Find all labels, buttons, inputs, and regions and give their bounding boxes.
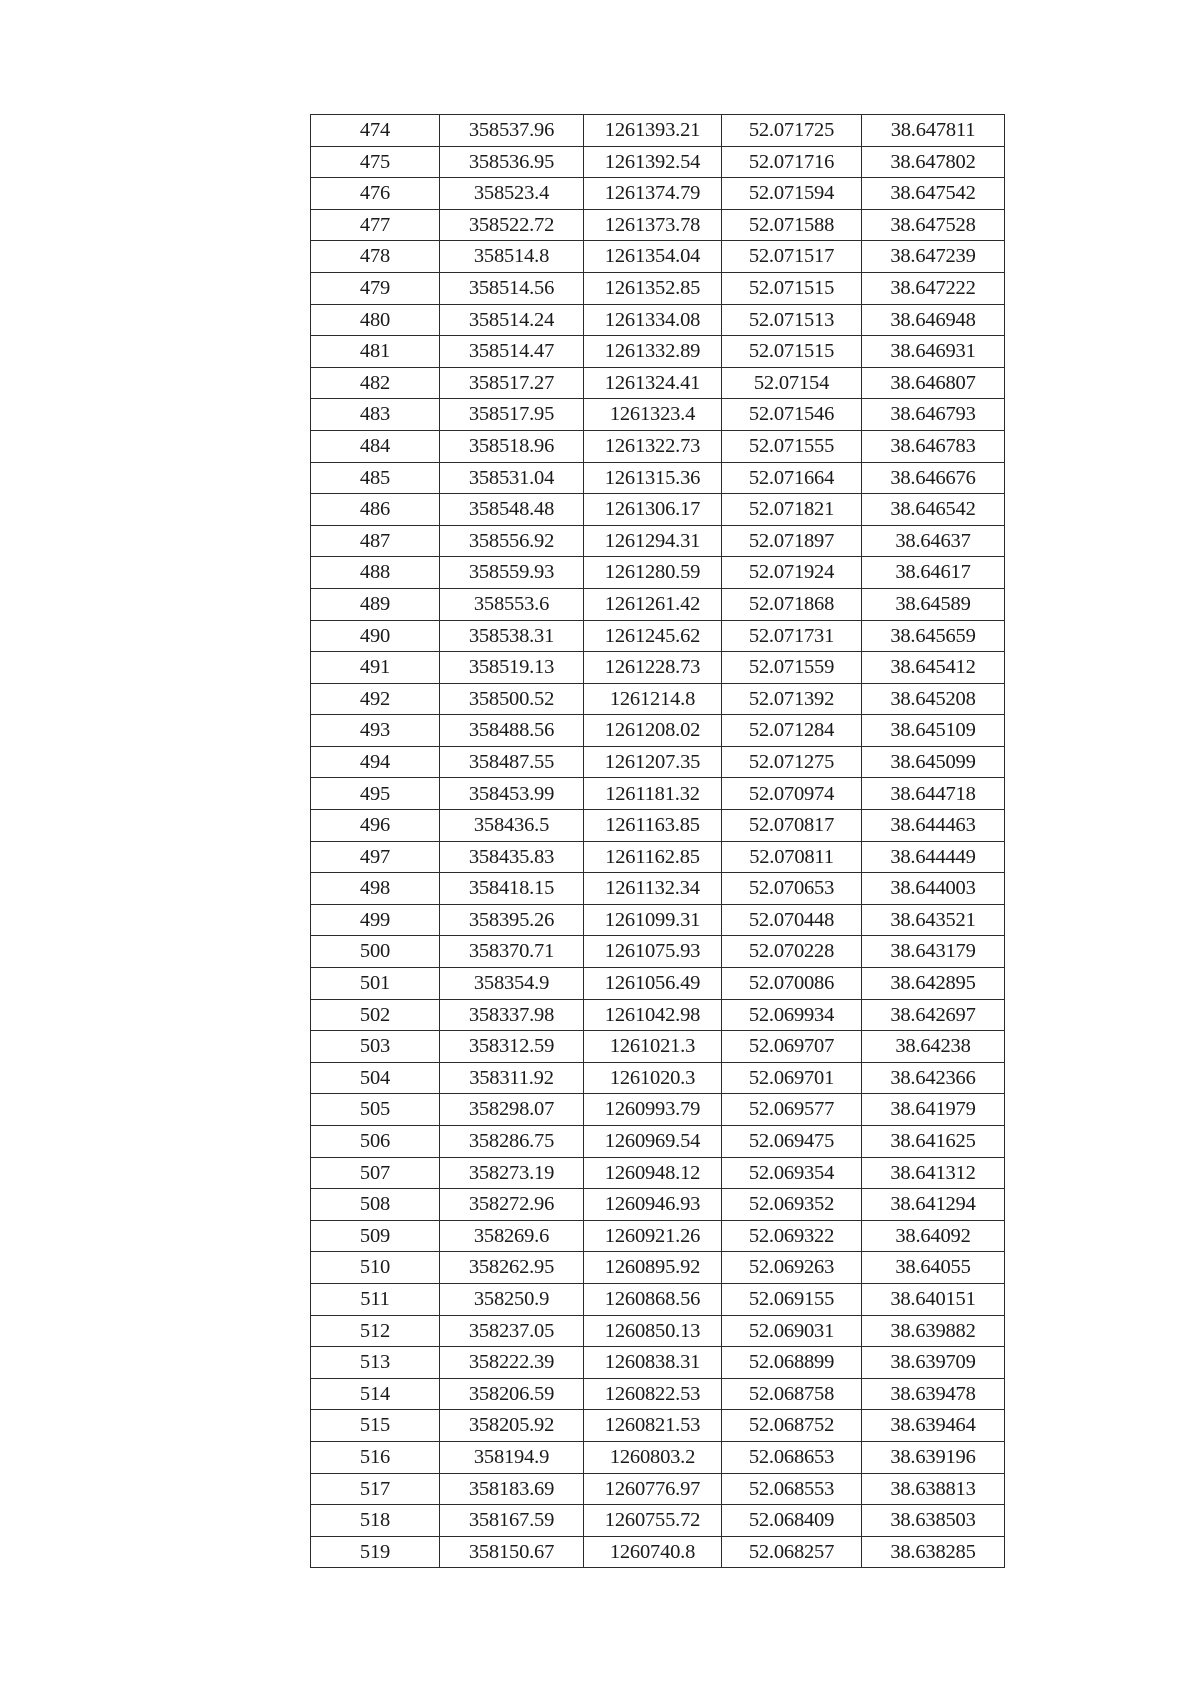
point-number-cell: 510 (311, 1252, 440, 1284)
longitude-cell: 52.068553 (722, 1473, 862, 1505)
longitude-cell: 52.070448 (722, 904, 862, 936)
x-coordinate-cell: 358518.96 (440, 430, 584, 462)
longitude-cell: 52.069701 (722, 1062, 862, 1094)
longitude-cell: 52.069322 (722, 1220, 862, 1252)
y-coordinate-cell: 1261374.79 (584, 178, 722, 210)
table-row (311, 209, 1005, 241)
latitude-cell: 38.64589 (862, 588, 1005, 620)
y-coordinate-cell: 1261352.85 (584, 272, 722, 304)
y-coordinate-cell: 1261373.78 (584, 209, 722, 241)
point-number-cell: 492 (311, 683, 440, 715)
point-number-cell: 486 (311, 494, 440, 526)
longitude-cell: 52.071897 (722, 525, 862, 557)
y-coordinate-cell: 1260803.2 (584, 1441, 722, 1473)
point-number-cell: 478 (311, 241, 440, 273)
y-coordinate-cell: 1261075.93 (584, 936, 722, 968)
y-coordinate-cell: 1261306.17 (584, 494, 722, 526)
point-number-cell: 489 (311, 588, 440, 620)
y-coordinate-cell: 1261021.3 (584, 1031, 722, 1063)
table-row (311, 746, 1005, 778)
longitude-cell: 52.068758 (722, 1378, 862, 1410)
x-coordinate-cell: 358500.52 (440, 683, 584, 715)
latitude-cell: 38.643179 (862, 936, 1005, 968)
table-row (311, 146, 1005, 178)
y-coordinate-cell: 1261315.36 (584, 462, 722, 494)
x-coordinate-cell: 358273.19 (440, 1157, 584, 1189)
longitude-cell: 52.070974 (722, 778, 862, 810)
point-number-cell: 500 (311, 936, 440, 968)
latitude-cell: 38.647528 (862, 209, 1005, 241)
table-row (311, 1536, 1005, 1568)
latitude-cell: 38.645659 (862, 620, 1005, 652)
table-row (311, 620, 1005, 652)
x-coordinate-cell: 358298.07 (440, 1094, 584, 1126)
point-number-cell: 519 (311, 1536, 440, 1568)
longitude-cell: 52.07154 (722, 367, 862, 399)
latitude-cell: 38.640151 (862, 1283, 1005, 1315)
longitude-cell: 52.069577 (722, 1094, 862, 1126)
longitude-cell: 52.071725 (722, 115, 862, 147)
longitude-cell: 52.071559 (722, 652, 862, 684)
latitude-cell: 38.646676 (862, 462, 1005, 494)
point-number-cell: 508 (311, 1189, 440, 1221)
x-coordinate-cell: 358519.13 (440, 652, 584, 684)
x-coordinate-cell: 358250.9 (440, 1283, 584, 1315)
table-row (311, 715, 1005, 747)
latitude-cell: 38.643521 (862, 904, 1005, 936)
table-row (311, 557, 1005, 589)
latitude-cell: 38.645208 (862, 683, 1005, 715)
y-coordinate-cell: 1261163.85 (584, 810, 722, 842)
table-row (311, 399, 1005, 431)
point-number-cell: 503 (311, 1031, 440, 1063)
y-coordinate-cell: 1260921.26 (584, 1220, 722, 1252)
point-number-cell: 496 (311, 810, 440, 842)
longitude-cell: 52.069475 (722, 1126, 862, 1158)
x-coordinate-cell: 358488.56 (440, 715, 584, 747)
longitude-cell: 52.071515 (722, 272, 862, 304)
table-row (311, 1505, 1005, 1537)
y-coordinate-cell: 1261245.62 (584, 620, 722, 652)
x-coordinate-cell: 358522.72 (440, 209, 584, 241)
latitude-cell: 38.642697 (862, 999, 1005, 1031)
table-row (311, 1157, 1005, 1189)
latitude-cell: 38.638285 (862, 1536, 1005, 1568)
latitude-cell: 38.644003 (862, 873, 1005, 905)
y-coordinate-cell: 1261294.31 (584, 525, 722, 557)
x-coordinate-cell: 358205.92 (440, 1410, 584, 1442)
latitude-cell: 38.64617 (862, 557, 1005, 589)
x-coordinate-cell: 358453.99 (440, 778, 584, 810)
point-number-cell: 507 (311, 1157, 440, 1189)
x-coordinate-cell: 358435.83 (440, 841, 584, 873)
x-coordinate-cell: 358269.6 (440, 1220, 584, 1252)
longitude-cell: 52.069352 (722, 1189, 862, 1221)
point-number-cell: 480 (311, 304, 440, 336)
x-coordinate-cell: 358559.93 (440, 557, 584, 589)
point-number-cell: 513 (311, 1347, 440, 1379)
y-coordinate-cell: 1260895.92 (584, 1252, 722, 1284)
table-row (311, 1347, 1005, 1379)
y-coordinate-cell: 1261323.4 (584, 399, 722, 431)
x-coordinate-cell: 358337.98 (440, 999, 584, 1031)
table-row (311, 462, 1005, 494)
y-coordinate-cell: 1261261.42 (584, 588, 722, 620)
point-number-cell: 475 (311, 146, 440, 178)
latitude-cell: 38.638813 (862, 1473, 1005, 1505)
latitude-cell: 38.646793 (862, 399, 1005, 431)
latitude-cell: 38.639464 (862, 1410, 1005, 1442)
y-coordinate-cell: 1260948.12 (584, 1157, 722, 1189)
longitude-cell: 52.071731 (722, 620, 862, 652)
longitude-cell: 52.071275 (722, 746, 862, 778)
x-coordinate-cell: 358150.67 (440, 1536, 584, 1568)
table-row (311, 1378, 1005, 1410)
latitude-cell: 38.639709 (862, 1347, 1005, 1379)
y-coordinate-cell: 1261181.32 (584, 778, 722, 810)
latitude-cell: 38.645109 (862, 715, 1005, 747)
point-number-cell: 515 (311, 1410, 440, 1442)
longitude-cell: 52.069354 (722, 1157, 862, 1189)
coordinate-table-body (311, 115, 1005, 1568)
longitude-cell: 52.069934 (722, 999, 862, 1031)
x-coordinate-cell: 358183.69 (440, 1473, 584, 1505)
point-number-cell: 483 (311, 399, 440, 431)
latitude-cell: 38.642366 (862, 1062, 1005, 1094)
latitude-cell: 38.647222 (862, 272, 1005, 304)
latitude-cell: 38.644463 (862, 810, 1005, 842)
y-coordinate-cell: 1260993.79 (584, 1094, 722, 1126)
point-number-cell: 491 (311, 652, 440, 684)
x-coordinate-cell: 358286.75 (440, 1126, 584, 1158)
longitude-cell: 52.071868 (722, 588, 862, 620)
y-coordinate-cell: 1261214.8 (584, 683, 722, 715)
latitude-cell: 38.647811 (862, 115, 1005, 147)
x-coordinate-cell: 358262.95 (440, 1252, 584, 1284)
y-coordinate-cell: 1260838.31 (584, 1347, 722, 1379)
y-coordinate-cell: 1261099.31 (584, 904, 722, 936)
table-row (311, 1410, 1005, 1442)
latitude-cell: 38.64238 (862, 1031, 1005, 1063)
latitude-cell: 38.639882 (862, 1315, 1005, 1347)
longitude-cell: 52.071664 (722, 462, 862, 494)
longitude-cell: 52.071588 (722, 209, 862, 241)
latitude-cell: 38.646783 (862, 430, 1005, 462)
table-row (311, 683, 1005, 715)
table-row (311, 1062, 1005, 1094)
longitude-cell: 52.071555 (722, 430, 862, 462)
y-coordinate-cell: 1261132.34 (584, 873, 722, 905)
point-number-cell: 484 (311, 430, 440, 462)
point-number-cell: 481 (311, 336, 440, 368)
table-row (311, 1189, 1005, 1221)
x-coordinate-cell: 358514.56 (440, 272, 584, 304)
latitude-cell: 38.642895 (862, 968, 1005, 1000)
y-coordinate-cell: 1260946.93 (584, 1189, 722, 1221)
latitude-cell: 38.641979 (862, 1094, 1005, 1126)
x-coordinate-cell: 358514.47 (440, 336, 584, 368)
y-coordinate-cell: 1261056.49 (584, 968, 722, 1000)
table-row (311, 778, 1005, 810)
x-coordinate-cell: 358514.24 (440, 304, 584, 336)
point-number-cell: 488 (311, 557, 440, 589)
y-coordinate-cell: 1261393.21 (584, 115, 722, 147)
longitude-cell: 52.068653 (722, 1441, 862, 1473)
table-row (311, 178, 1005, 210)
table-row (311, 873, 1005, 905)
latitude-cell: 38.644449 (862, 841, 1005, 873)
point-number-cell: 493 (311, 715, 440, 747)
x-coordinate-cell: 358537.96 (440, 115, 584, 147)
y-coordinate-cell: 1260740.8 (584, 1536, 722, 1568)
x-coordinate-cell: 358514.8 (440, 241, 584, 273)
longitude-cell: 52.070811 (722, 841, 862, 873)
point-number-cell: 499 (311, 904, 440, 936)
y-coordinate-cell: 1261020.3 (584, 1062, 722, 1094)
longitude-cell: 52.069031 (722, 1315, 862, 1347)
table-row (311, 810, 1005, 842)
table-row (311, 1441, 1005, 1473)
longitude-cell: 52.071515 (722, 336, 862, 368)
latitude-cell: 38.641312 (862, 1157, 1005, 1189)
table-row (311, 1473, 1005, 1505)
latitude-cell: 38.639478 (862, 1378, 1005, 1410)
y-coordinate-cell: 1261332.89 (584, 336, 722, 368)
x-coordinate-cell: 358418.15 (440, 873, 584, 905)
y-coordinate-cell: 1260850.13 (584, 1315, 722, 1347)
x-coordinate-cell: 358523.4 (440, 178, 584, 210)
point-number-cell: 518 (311, 1505, 440, 1537)
point-number-cell: 477 (311, 209, 440, 241)
table-row (311, 1126, 1005, 1158)
point-number-cell: 517 (311, 1473, 440, 1505)
point-number-cell: 482 (311, 367, 440, 399)
table-row (311, 1283, 1005, 1315)
x-coordinate-cell: 358206.59 (440, 1378, 584, 1410)
point-number-cell: 505 (311, 1094, 440, 1126)
table-row (311, 336, 1005, 368)
y-coordinate-cell: 1261208.02 (584, 715, 722, 747)
longitude-cell: 52.071594 (722, 178, 862, 210)
longitude-cell: 52.070653 (722, 873, 862, 905)
table-row (311, 936, 1005, 968)
x-coordinate-cell: 358553.6 (440, 588, 584, 620)
y-coordinate-cell: 1260969.54 (584, 1126, 722, 1158)
latitude-cell: 38.646542 (862, 494, 1005, 526)
longitude-cell: 52.071716 (722, 146, 862, 178)
y-coordinate-cell: 1261354.04 (584, 241, 722, 273)
point-number-cell: 501 (311, 968, 440, 1000)
table-row (311, 652, 1005, 684)
longitude-cell: 52.070086 (722, 968, 862, 1000)
latitude-cell: 38.647542 (862, 178, 1005, 210)
longitude-cell: 52.069155 (722, 1283, 862, 1315)
x-coordinate-cell: 358222.39 (440, 1347, 584, 1379)
longitude-cell: 52.071284 (722, 715, 862, 747)
y-coordinate-cell: 1261392.54 (584, 146, 722, 178)
latitude-cell: 38.64092 (862, 1220, 1005, 1252)
longitude-cell: 52.071924 (722, 557, 862, 589)
point-number-cell: 485 (311, 462, 440, 494)
y-coordinate-cell: 1260822.53 (584, 1378, 722, 1410)
table-row (311, 272, 1005, 304)
point-number-cell: 498 (311, 873, 440, 905)
table-row (311, 968, 1005, 1000)
longitude-cell: 52.071392 (722, 683, 862, 715)
latitude-cell: 38.641625 (862, 1126, 1005, 1158)
x-coordinate-cell: 358487.55 (440, 746, 584, 778)
latitude-cell: 38.646807 (862, 367, 1005, 399)
point-number-cell: 509 (311, 1220, 440, 1252)
latitude-cell: 38.638503 (862, 1505, 1005, 1537)
longitude-cell: 52.068257 (722, 1536, 862, 1568)
point-number-cell: 474 (311, 115, 440, 147)
table-row (311, 1094, 1005, 1126)
x-coordinate-cell: 358436.5 (440, 810, 584, 842)
point-number-cell: 490 (311, 620, 440, 652)
x-coordinate-cell: 358311.92 (440, 1062, 584, 1094)
y-coordinate-cell: 1261280.59 (584, 557, 722, 589)
table-row (311, 999, 1005, 1031)
x-coordinate-cell: 358538.31 (440, 620, 584, 652)
latitude-cell: 38.639196 (862, 1441, 1005, 1473)
point-number-cell: 512 (311, 1315, 440, 1347)
x-coordinate-cell: 358517.95 (440, 399, 584, 431)
latitude-cell: 38.645099 (862, 746, 1005, 778)
latitude-cell: 38.64637 (862, 525, 1005, 557)
point-number-cell: 511 (311, 1283, 440, 1315)
point-number-cell: 476 (311, 178, 440, 210)
longitude-cell: 52.070228 (722, 936, 862, 968)
table-row (311, 304, 1005, 336)
longitude-cell: 52.071546 (722, 399, 862, 431)
y-coordinate-cell: 1260776.97 (584, 1473, 722, 1505)
table-row (311, 367, 1005, 399)
x-coordinate-cell: 358531.04 (440, 462, 584, 494)
x-coordinate-cell: 358354.9 (440, 968, 584, 1000)
x-coordinate-cell: 358517.27 (440, 367, 584, 399)
x-coordinate-cell: 358194.9 (440, 1441, 584, 1473)
x-coordinate-cell: 358167.59 (440, 1505, 584, 1537)
point-number-cell: 502 (311, 999, 440, 1031)
table-row (311, 841, 1005, 873)
table-row (311, 1315, 1005, 1347)
latitude-cell: 38.645412 (862, 652, 1005, 684)
longitude-cell: 52.070817 (722, 810, 862, 842)
longitude-cell: 52.068899 (722, 1347, 862, 1379)
table-row (311, 525, 1005, 557)
table-row (311, 115, 1005, 147)
longitude-cell: 52.071517 (722, 241, 862, 273)
latitude-cell: 38.644718 (862, 778, 1005, 810)
table-row (311, 494, 1005, 526)
x-coordinate-cell: 358237.05 (440, 1315, 584, 1347)
latitude-cell: 38.646948 (862, 304, 1005, 336)
point-number-cell: 504 (311, 1062, 440, 1094)
longitude-cell: 52.071821 (722, 494, 862, 526)
point-number-cell: 516 (311, 1441, 440, 1473)
point-number-cell: 487 (311, 525, 440, 557)
x-coordinate-cell: 358548.48 (440, 494, 584, 526)
latitude-cell: 38.647802 (862, 146, 1005, 178)
latitude-cell: 38.647239 (862, 241, 1005, 273)
longitude-cell: 52.068752 (722, 1410, 862, 1442)
table-row (311, 430, 1005, 462)
point-number-cell: 514 (311, 1378, 440, 1410)
y-coordinate-cell: 1260868.56 (584, 1283, 722, 1315)
longitude-cell: 52.071513 (722, 304, 862, 336)
table-row (311, 1220, 1005, 1252)
point-number-cell: 479 (311, 272, 440, 304)
y-coordinate-cell: 1261322.73 (584, 430, 722, 462)
point-number-cell: 494 (311, 746, 440, 778)
longitude-cell: 52.069263 (722, 1252, 862, 1284)
x-coordinate-cell: 358272.96 (440, 1189, 584, 1221)
y-coordinate-cell: 1261324.41 (584, 367, 722, 399)
coordinate-table (310, 114, 1005, 1568)
x-coordinate-cell: 358312.59 (440, 1031, 584, 1063)
x-coordinate-cell: 358395.26 (440, 904, 584, 936)
x-coordinate-cell: 358556.92 (440, 525, 584, 557)
x-coordinate-cell: 358536.95 (440, 146, 584, 178)
y-coordinate-cell: 1261162.85 (584, 841, 722, 873)
table-row (311, 241, 1005, 273)
table-row (311, 588, 1005, 620)
point-number-cell: 506 (311, 1126, 440, 1158)
y-coordinate-cell: 1260755.72 (584, 1505, 722, 1537)
x-coordinate-cell: 358370.71 (440, 936, 584, 968)
y-coordinate-cell: 1261334.08 (584, 304, 722, 336)
latitude-cell: 38.64055 (862, 1252, 1005, 1284)
table-row (311, 904, 1005, 936)
y-coordinate-cell: 1261042.98 (584, 999, 722, 1031)
longitude-cell: 52.068409 (722, 1505, 862, 1537)
longitude-cell: 52.069707 (722, 1031, 862, 1063)
table-row (311, 1031, 1005, 1063)
y-coordinate-cell: 1261207.35 (584, 746, 722, 778)
point-number-cell: 497 (311, 841, 440, 873)
y-coordinate-cell: 1261228.73 (584, 652, 722, 684)
y-coordinate-cell: 1260821.53 (584, 1410, 722, 1442)
point-number-cell: 495 (311, 778, 440, 810)
table-row (311, 1252, 1005, 1284)
latitude-cell: 38.646931 (862, 336, 1005, 368)
latitude-cell: 38.641294 (862, 1189, 1005, 1221)
